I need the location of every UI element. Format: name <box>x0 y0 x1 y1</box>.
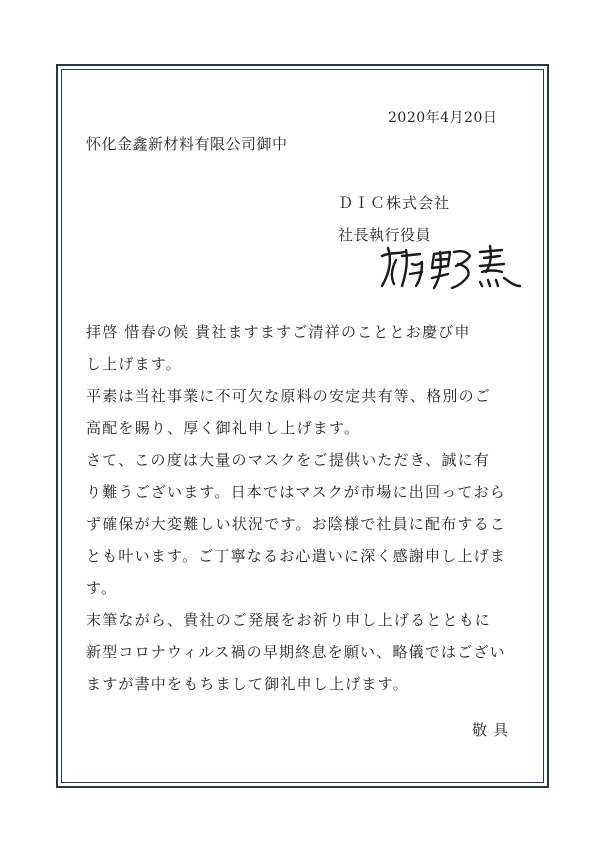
paragraph-line: 平素は当社事業に不可欠な原料の安定共有等、格別のご <box>86 387 492 405</box>
paragraph-line: す。 <box>86 579 118 597</box>
paragraph-line: 新型コロナウィルス禍の早期終息を願い、略儀ではござい <box>86 643 506 661</box>
paragraph-line: り難うございます。日本ではマスクが市場に出回っておら <box>86 483 507 501</box>
paragraph-line: とも叶います。ご丁寧なるお心遣いに深く感謝申し上げま <box>86 547 507 565</box>
paragraph-closing <box>86 604 526 700</box>
paragraph-line: 末筆ながら、貴社のご発展をお祈り申し上げるとともに <box>86 611 492 629</box>
paragraph-line: 高配を賜り、厚く御礼申し上げます。 <box>86 419 361 437</box>
letter-addressee: 怀化金鑫新材料有限公司御中 <box>86 135 288 153</box>
paragraph-line: し上げます。 <box>86 355 183 373</box>
handwritten-signature <box>376 242 526 292</box>
closing-salutation: 敬具 <box>472 721 515 739</box>
letter-date: 2020年4月20日 <box>388 110 498 126</box>
paragraph-line: ますが書中をもちまして御礼申し上げます。 <box>86 675 409 693</box>
sender-position: 社長執行役員 <box>338 226 432 244</box>
paragraph-line: ず確保が大変難しい状況です。お陰様で社員に配布するこ <box>86 515 507 533</box>
paragraph-main <box>86 444 526 604</box>
paragraph-line: さて、この度は大量のマスクをご提供いただき、誠に有 <box>86 451 491 469</box>
paragraph-line: 拝啓 惜春の候 貴社ますますご清祥のこととお慶び申 <box>86 323 471 341</box>
sender-company: ＤＩＣ株式会社 <box>338 194 451 212</box>
paragraph-thanks <box>86 380 526 444</box>
paragraph-greeting <box>86 316 526 380</box>
